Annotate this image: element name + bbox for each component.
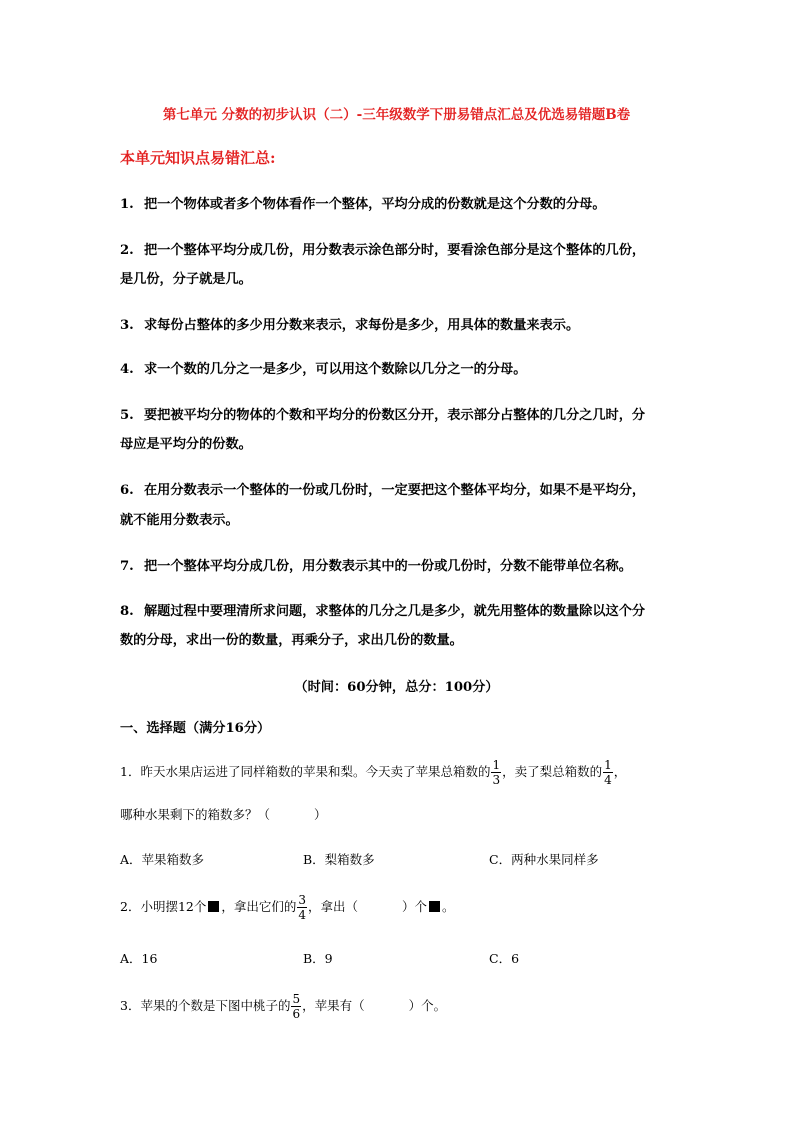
point-text: 要把被平均分的物体的个数和平均分的份数区分开，表示部分占整体的几分之几时，分 (144, 408, 646, 423)
q2-option-a[interactable]: A．16 (120, 951, 158, 966)
q2-text-d: ）个 (402, 899, 428, 914)
q1-text-b: ，卖了梨总箱数的 (502, 764, 603, 779)
q1-option-b[interactable]: B．梨箱数多 (303, 852, 375, 867)
fraction-3-4: $\frac{3}{4}$ (298, 893, 307, 922)
point-number: 1. (120, 197, 134, 212)
point-1 (120, 193, 606, 212)
q3-text-a: 3．苹果的个数是下图中桃子的 (120, 998, 291, 1013)
point-text: 在用分数表示一个整体的一份或几份时，一定要把这个整体平均分，如果不是平均分， (144, 483, 646, 498)
point-number: 8. (120, 604, 134, 619)
point-text: 把一个整体平均分成几份，用分数表示其中的一份或几份时，分数不能带单位名称。 (144, 559, 632, 574)
q1-text-a: 1．昨天水果店运进了同样箱数的苹果和梨。今天卖了苹果总箱数的 (120, 764, 491, 779)
q1-option-c[interactable]: C．两种水果同样多 (489, 852, 599, 867)
point-8 (120, 600, 645, 619)
point-number: 4. (120, 362, 134, 377)
point-text: 把一个整体平均分成几份，用分数表示涂色部分时，要看涂色部分是这个整体的几份， (144, 243, 646, 258)
point-text: 求一个数的几分之一是多少，可以用这个数除以几分之一的分母。 (144, 362, 527, 377)
point-5 (120, 404, 645, 423)
q1-option-a[interactable]: A．苹果箱数多 (120, 852, 205, 867)
question-1 (120, 758, 626, 787)
point-text: 解题过程中要理清所求问题，求整体的几分之几是多少，就先用整体的数量除以这个分 (144, 604, 646, 619)
q2-text-b: ，拿出它们的 (221, 899, 297, 914)
section-title-choice: 一、选择题（满分16分） (120, 721, 271, 736)
point-number: 5. (120, 408, 134, 423)
point-2 (120, 239, 645, 258)
point-number: 6. (120, 483, 134, 498)
question-1-line2 (120, 805, 327, 823)
q2-text-e: 。 (442, 899, 455, 914)
point-3 (120, 314, 579, 333)
point-4 (120, 358, 526, 377)
question-3 (120, 992, 446, 1021)
exam-time-info: （时间：60分钟，总分：100分） (294, 680, 499, 695)
point-6-cont: 就不能用分数表示。 (120, 513, 239, 528)
q2-option-c[interactable]: C．6 (489, 951, 520, 966)
question-2 (120, 893, 455, 922)
fraction-1-4: $\frac{1}{4}$ (604, 758, 612, 787)
q1-bracket-close: ） (314, 807, 327, 822)
point-text: 求每份占整体的多少用分数来表示，求每份是多少，用具体的数量来表示。 (144, 318, 580, 333)
q3-text-b: ，苹果有（ (302, 998, 365, 1013)
q1-text-c: ， (613, 764, 627, 779)
point-5-cont: 母应是平均分的份数。 (120, 437, 252, 452)
point-6 (120, 479, 645, 498)
section-heading-errors: 本单元知识点易错汇总: (120, 149, 276, 167)
q2-text-c: ，拿出（ (308, 899, 359, 914)
point-7 (120, 555, 632, 574)
q2-option-b[interactable]: B．9 (303, 951, 333, 966)
q2-text-a: 2．小明摆12个 (120, 899, 207, 914)
black-square-icon (429, 901, 440, 912)
point-text: 把一个物体或者多个物体看作一个整体，平均分成的份数就是这个分数的分母。 (144, 197, 606, 212)
fraction-1-3: $\frac{1}{3}$ (492, 758, 501, 787)
point-number: 7. (120, 559, 134, 574)
point-number: 3. (120, 318, 134, 333)
point-2-cont: 是几份，分子就是几。 (120, 272, 252, 287)
document-title: 第七单元 分数的初步认识（二）-三年级数学下册易错点汇总及优选易错题B卷 (162, 107, 631, 123)
q3-text-c: ）个。 (408, 998, 447, 1013)
point-8-cont: 数的分母，求出一份的数量，再乘分子，求出几份的数量。 (120, 633, 463, 648)
black-square-icon (208, 901, 219, 912)
point-number: 2. (120, 243, 134, 258)
fraction-5-6: $\frac{5}{6}$ (292, 992, 301, 1021)
q1-prompt: 哪种水果剩下的箱数多？（ (120, 807, 271, 822)
